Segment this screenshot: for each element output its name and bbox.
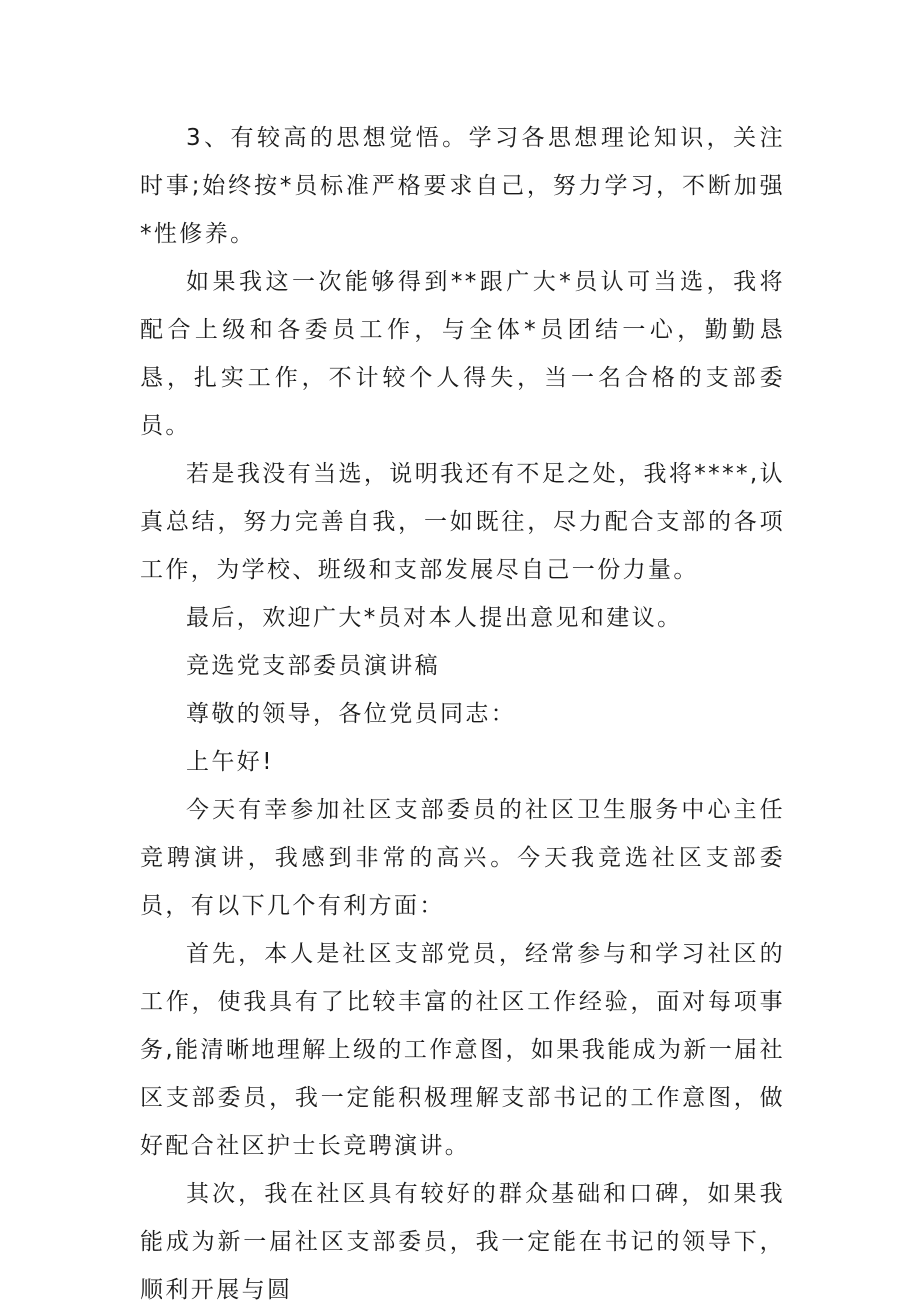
paragraph-first-advantage: 首先，本人是社区支部党员，经常参与和学习社区的工作，使我具有了比较丰富的社区工作经验，面对每项事务,能清晰地理解上级的工作意图，如果我能成为新一届社区支部委员，我一定能积极理解支部书记的工作意图，做好配合社区护士长竞聘演讲。 [140, 941, 785, 1159]
paragraph-introduction: 今天有幸参加社区支部委员的社区卫生服务中心主任竞聘演讲，我感到非常的高兴。今天我竞选社区支部委员，有以下几个有利方面： [140, 797, 785, 919]
paragraph-if-elected: 如果我这一次能够得到**跟广大*员认可当选，我将配合上级和各委员工作，与全体*员团结一心，勤勤恳恳，扎实工作，不计较个人得失，当一名合格的支部委员。 [140, 269, 785, 439]
paragraph-second-advantage: 其次，我在社区具有较好的群众基础和口碑，如果我能成为新一届社区支部委员，我一定能在书记的领导下，顺利开展与圆 [140, 1181, 785, 1303]
greeting: 上午好! [186, 749, 274, 775]
paragraph-if-not-elected: 若是我没有当选，说明我还有不足之处，我将****,认真总结，努力完善自我，一如既往，尽力配合支部的各项工作，为学校、班级和支部发展尽自己一份力量。 [140, 461, 785, 583]
salutation: 尊敬的领导，各位党员同志： [186, 701, 517, 727]
paragraph-closing: 最后，欢迎广大*员对本人提出意见和建议。 [186, 605, 683, 631]
speech-title: 竞选党支部委员演讲稿 [186, 653, 440, 679]
paragraph-qualification-3: 3、有较高的思想觉悟。学习各思想理论知识，关注时事;始终按*员标准严格要求自己，努力学习，不断加强*性修养。 [140, 125, 785, 247]
